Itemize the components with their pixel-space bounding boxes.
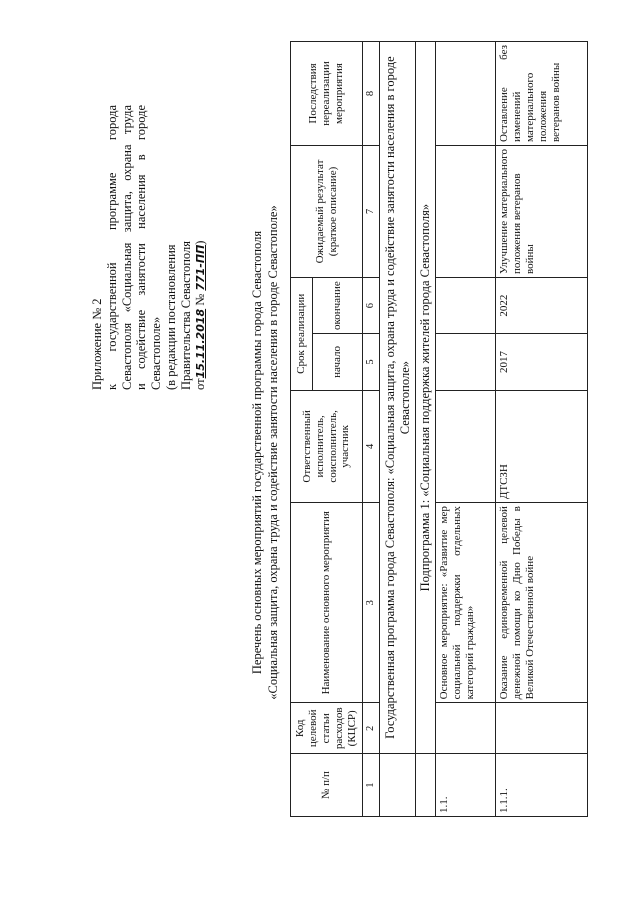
subprogram-row: Подпрограмма 1: «Социальная поддержка жителей города Севастополя» [416, 42, 436, 754]
row-num: 1.1.1. [496, 754, 588, 817]
empty-cell [416, 754, 436, 817]
title-line-1: Перечень основных мероприятий государственной программы города Севастополя [250, 230, 264, 675]
col-number: 4 [363, 390, 380, 503]
row-executor: ДТСЗН [496, 390, 588, 503]
row-code [496, 703, 588, 754]
appendix-line-6: (в редакции постановления [163, 244, 178, 390]
col-number: 3 [363, 503, 380, 703]
word: Севастополя [119, 322, 134, 390]
word: защита, [119, 191, 134, 233]
table-row [496, 42, 588, 817]
word: в [134, 154, 149, 161]
row-num: 1.1. [436, 754, 496, 817]
row-start: 2017 [496, 334, 588, 390]
col-number: 5 [363, 334, 380, 390]
header-result: Ожидаемый результат (краткое описание) [291, 145, 363, 277]
appendix-line-4 [134, 105, 149, 390]
handwritten-doc-number: 771-ПП [194, 244, 208, 291]
word: занятости [134, 243, 149, 296]
word: охрана [119, 144, 134, 181]
header-name: Наименование основного мероприятия [291, 503, 363, 703]
appendix-line-8 [193, 105, 208, 390]
appendix-line-2 [105, 105, 120, 390]
col-number: 1 [363, 754, 380, 817]
program-row: Государственная программа города Севастополя: «Социальная защита, охрана труда и содействие занятости населения в городе Севастополе» [380, 42, 416, 754]
header-num: № п/п [291, 754, 363, 817]
row-result [436, 145, 496, 277]
row-result: Улучшение материального положения ветеранов войны [496, 145, 588, 277]
appendix-line-1: Приложение № 2 [90, 298, 104, 390]
header-start: начало [313, 334, 363, 390]
col-number: 7 [363, 145, 380, 277]
row-end [436, 278, 496, 334]
col-number: 8 [363, 42, 380, 146]
col-number: 2 [363, 703, 380, 754]
row-name: Основное мероприятие: «Развитие мер социальной поддержки отдельных категорий граждан» [436, 503, 496, 703]
word: содействие [134, 309, 149, 370]
word: «Социальная [119, 242, 134, 313]
empty-cell [380, 754, 416, 817]
row-start [436, 334, 496, 390]
row-name: Оказание единовременной целевой денежной помощи ко Дню Победы в Великой Отечественной войне [496, 503, 588, 703]
closing-paren: ) [193, 240, 208, 245]
measures-table [290, 41, 588, 817]
header-end: окончание [313, 278, 363, 334]
word: труда [119, 104, 134, 135]
table-row [436, 42, 496, 817]
row-executor [436, 390, 496, 503]
header-executor: Ответственный исполнитель, соисполнитель, участник [291, 390, 363, 503]
row-code [436, 703, 496, 754]
appendix-line-3 [120, 105, 135, 390]
col-number: 6 [363, 278, 380, 334]
word: городе [134, 104, 149, 141]
header-consequence: Последствия нереализации мероприятия [291, 42, 363, 146]
appendix-line-5: Севастополе» [149, 316, 163, 390]
appendix-line-7: Правительства Севастополя [178, 241, 193, 390]
appendix-block [90, 105, 208, 390]
from-prefix: от [193, 378, 208, 390]
handwritten-date: 15.11.2018 [194, 308, 208, 379]
word: города [104, 105, 119, 141]
number-prefix: № [193, 293, 208, 306]
header-period: Срок реализации [291, 278, 313, 391]
word: к [104, 383, 119, 390]
word: и [134, 383, 149, 390]
row-consequence: Оставление без изменений материального положения ветеранов войны [496, 42, 588, 146]
word: государственной [104, 262, 119, 352]
row-end: 2022 [496, 278, 588, 334]
title-line-2: «Социальная защита, охрана труда и содействие занятости населения в городе Севастополе» [266, 205, 280, 700]
header-code: Код целевой статьи расходов (КЦСР) [291, 703, 363, 754]
word: программе [104, 172, 119, 231]
row-consequence [436, 42, 496, 146]
word: населения [134, 174, 149, 229]
